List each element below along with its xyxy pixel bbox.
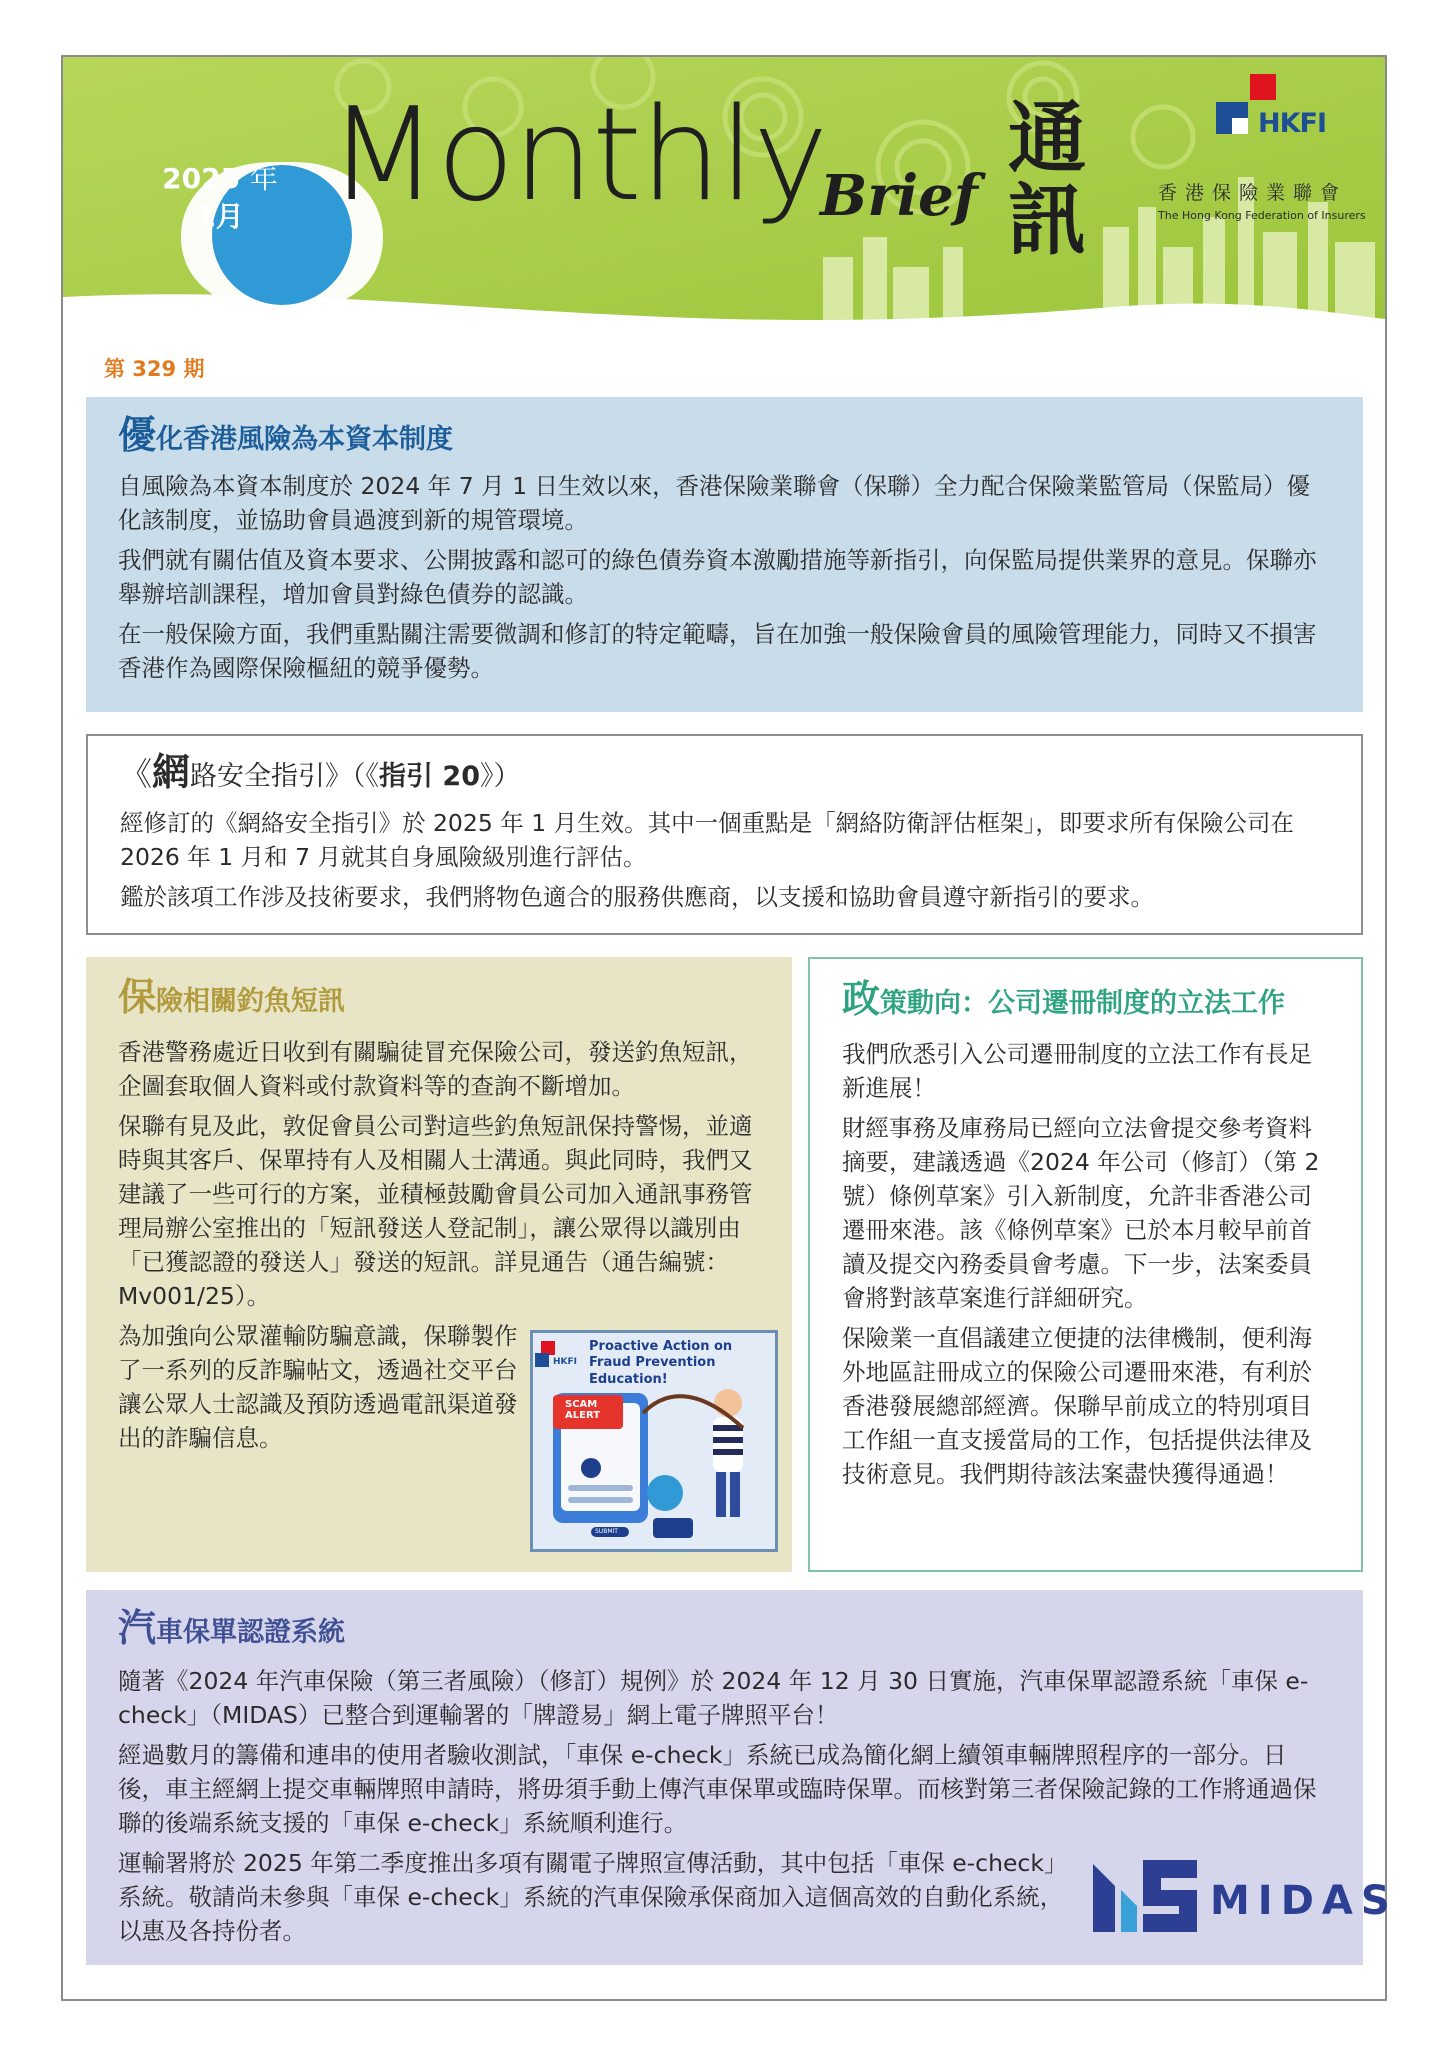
month: 1月 [196, 199, 244, 233]
title-rest: 車保單認證系統 [156, 1617, 346, 1648]
section-phishing-title [118, 975, 760, 1021]
title-rest: 化香港風險為本資本制度 [156, 424, 454, 455]
section-rbc-title [118, 413, 1331, 459]
issue-date [150, 160, 290, 236]
title-initial: 保 [118, 975, 157, 1019]
hkfi-logo-mark [1186, 70, 1386, 230]
title-brief: Brief [820, 163, 978, 229]
poster-title: Proactive Action on Fraud Prevention Education! [589, 1339, 733, 1387]
fraud-prevention-poster [530, 1330, 778, 1552]
paragraph: 財經事務及庫務局已經向立法會提交參考資料摘要，建議透過《2024 年公司（修訂）（第 2 號）條例草案》引入新制度，允許非香港公司遷冊來港。該《條例草案》已於本月較早前首讀及提交內務委員會考慮。下一步，法案委員會將對該草案進行詳細研究。 [842, 1113, 1320, 1312]
paragraph: 運輸署將於 2025 年第二季度推出多項有關電子牌照宣傳活動，其中包括「車保 e-check」系統。敬請尚未參與「車保 e-check」系統的汽車保險承保商加入這個高效的自動化系統，以惠及各持份者。 [118, 1848, 1068, 1945]
paragraph: 隨著《2024 年汽車保險（第三者風險）（修訂）規例》於 2024 年 12 月 30 日實施，汽車保單認證系統「車保 e-check」（MIDAS）已整合到運輸署的「牌證易」網上電子牌照平台！ [118, 1666, 1309, 1729]
paragraph: 經過數月的籌備和連串的使用者驗收測試，「車保 e-check」系統已成為簡化網上續領車輛牌照程序的一部分。日後，車主經網上提交車輛牌照申請時，將毋須手動上傳汽車保單或臨時保單。而核對第三者保險記錄的工作將通過保聯的後端系統支援的「車保 e-check」系統順利進行。 [118, 1740, 1317, 1837]
year-suffix: 年 [249, 162, 278, 195]
hkfi-name-english: The Hong Kong Federation of Insurers [1158, 209, 1366, 222]
issue-number: 第 329 期 [104, 357, 205, 381]
paragraph: 保險業一直倡議建立便捷的法律機制，便利海外地區註冊成立的保險公司遷冊來港，有利於香港發展總部經濟。保聯早前成立的特別項目工作組一直支援當局的工作，包括提供法律及技術意見。我們期待該法案盡快獲得通過！ [842, 1323, 1312, 1488]
poster-submit-button: SUBMIT [595, 1528, 618, 1535]
paragraph: 經修訂的《網絡安全指引》於 2025 年 1 月生效。其中一個重點是「網絡防衛評估框架」，即要求所有保險公司在 2026 年 1 月和 7 月就其自身風險級別進行評估。 [120, 808, 1294, 871]
poster-logo: HKFI [553, 1357, 578, 1367]
paragraph: 我們欣悉引入公司遷冊制度的立法工作有長足新進展！ [842, 1039, 1312, 1102]
title-rest: 路安全指引》（《 [190, 761, 380, 792]
midas-logo-mark [1085, 1850, 1205, 1940]
section-policy [808, 957, 1363, 1572]
title-bold: 指引 20 [379, 761, 481, 792]
title-rest: 險相關釣魚短訊 [156, 986, 346, 1017]
paragraph [118, 1109, 760, 1313]
hkfi-name-chinese: 香港保險業聯會 [1158, 182, 1348, 204]
paragraph: 鑑於該項工作涉及技術要求，我們將物色適合的服務供應商，以支援和協助會員遵守新指引的要求。 [120, 882, 1154, 911]
paragraph: 為加強向公眾灌輸防騙意識，保聯製作了一系列的反詐騙帖文，透過社交平台讓公眾人士認識及預防透過電訊渠道發出的詐騙信息。 [118, 1321, 518, 1452]
title-initial: 網 [152, 750, 191, 794]
section-rbc [86, 397, 1363, 712]
hkfi-abbr: HKFI [1258, 108, 1327, 139]
title-chinese: 通訊 [1008, 93, 1087, 266]
midas-wordmark: MIDAS [1210, 1878, 1398, 1924]
year: 2025 [162, 162, 241, 195]
title-initial: 政 [842, 977, 881, 1021]
section-motor-title [118, 1606, 1331, 1652]
title-rest: 策動向：公司遷冊制度的立法工作 [880, 988, 1286, 1019]
paragraph: 香港警務處近日收到有關騙徒冒充保險公司，發送釣魚短訊，企圖套取個人資料或付款資料等的查詢不斷增加。 [118, 1037, 753, 1100]
title-initial: 優 [118, 413, 157, 457]
title-prefix: 《 [120, 755, 153, 793]
title-monthly: Monthly [328, 81, 827, 230]
title-initial: 汽 [118, 1606, 157, 1650]
section-policy-title [842, 977, 1331, 1023]
paragraph-text: 保聯有見及此，敦促會員公司對這些釣魚短訊保持警惕，並適時與其客戶、保單持有人及相關人士溝通。與此同時，我們又建議了一些可行的方案，並積極鼓勵會員公司加入通訊事務管理局辦公室推出的「短訊發送人登記制」，讓公眾得以識別由「已獲認證的發送人」發送的短訊。詳見通告（通告編號：Mv001/25）。 [118, 1111, 753, 1310]
poster-scam-badge: SCAM ALERT [565, 1399, 601, 1421]
section-cyber-title [120, 750, 1329, 796]
paragraph: 我們就有關估值及資本要求、公開披露和認可的綠色債券資本激勵措施等新指引，向保監局提供業界的意見。保聯亦舉辦培訓課程，增加會員對綠色債券的認識。 [118, 545, 1317, 608]
section-cyber [86, 734, 1363, 935]
paragraph: 自風險為本資本制度於 2024 年 7 月 1 日生效以來，香港保險業聯會（保聯）全力配合保險業監管局（保監局）優化該制度，並協助會員過渡到新的規管環境。 [118, 471, 1311, 534]
title-suffix: 》） [480, 761, 521, 792]
paragraph: 在一般保險方面，我們重點關注需要微調和修訂的特定範疇，旨在加強一般保險會員的風險管理能力，同時又不損害香港作為國際保險樞紐的競爭優勢。 [118, 619, 1317, 682]
hkfi-logo [1186, 70, 1386, 230]
